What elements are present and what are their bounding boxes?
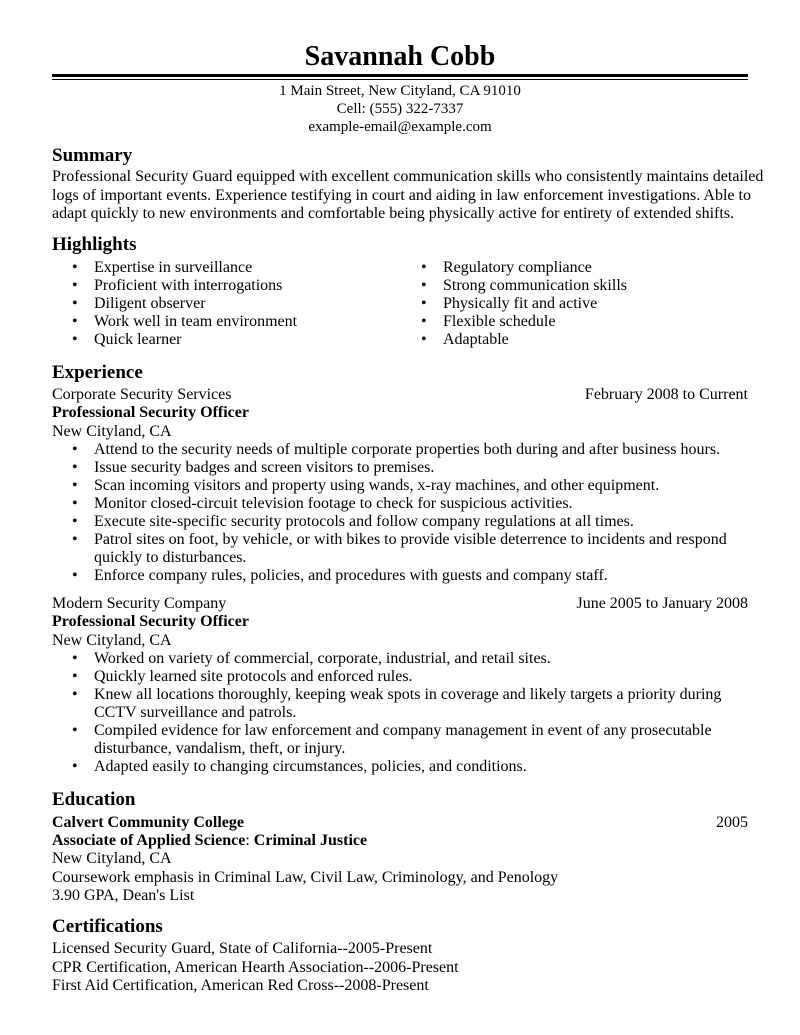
bullet-icon: • [72,331,78,348]
bullet-icon: • [421,295,427,312]
bullet-icon: • [421,277,427,294]
education-degree-line [52,832,367,850]
bullet-icon: • [72,495,78,512]
list-item: • Enforce company rules, policies, and procedures with guests and company staff. [72,567,608,584]
bullet-icon: • [72,650,78,667]
education-major: Criminal Justice [253,832,368,849]
list-item: • Work well in team environment [72,313,298,330]
list-item: • Quickly learned site protocols and enforced rules. [72,668,413,685]
candidate-name: Savannah Cobb [304,41,496,72]
bullet-icon: • [72,686,78,703]
highlights-right-list [419,259,627,349]
bullet-icon: • [421,313,427,330]
list-item: • Expertise in surveillance [72,259,253,276]
bullet-icon: • [72,531,78,548]
list-item: • Strong communication skills [421,277,627,294]
bullet-icon: • [72,477,78,494]
education-gpa: 3.90 GPA, Dean's List [52,887,195,904]
contact-cell: Cell: (555) 322-7337 [336,101,464,117]
education-degree: Associate of Applied Science [52,832,246,849]
bullet-icon: • [72,513,78,530]
summary-line: Professional Security Guard equipped with excellent communication skills who consistently maintains detailed [52,168,764,185]
education-separator: : [245,832,250,849]
experience-heading: Experience [52,362,143,383]
education-location: New Cityland, CA [52,850,172,867]
summary-line: logs of important events. Experience testifying in court and aiding in law enforcement investigations. Able to [52,187,751,204]
job-location: New Cityland, CA [52,423,172,440]
list-item: • Quick learner [72,331,182,348]
bullet-icon: • [421,259,427,276]
list-item: • Scan incoming visitors and property using wands, x-ray machines, and other equipment. [72,477,660,494]
bullet-icon: • [72,295,78,312]
highlights-heading: Highlights [52,234,137,255]
certification-item: First Aid Certification, American Red Cross--2008-Present [52,977,429,994]
list-item: • Proficient with interrogations [72,277,283,294]
bullet-icon: • [72,259,78,276]
contact-address: 1 Main Street, New Cityland, CA 91010 [279,83,521,99]
list-item: • Regulatory compliance [421,259,592,276]
list-item: • Diligent observer [72,295,206,312]
summary-line: adapt quickly to new environments and comfortable being physically active for entirety of extended shifts. [52,205,735,222]
education-school: Calvert Community College [52,814,244,831]
job-location: New Cityland, CA [52,632,172,649]
bullet-icon: • [72,758,78,775]
list-item: • Monitor closed-circuit television footage to check for suspicious activities. [72,495,573,512]
job-bullet-list [70,650,721,776]
summary-heading: Summary [52,145,133,166]
bullet-icon: • [72,313,78,330]
job-bullet-list [70,441,727,585]
header-rule-thin [52,79,748,80]
bullet-icon: • [72,668,78,685]
list-item: • Worked on variety of commercial, corporate, industrial, and retail sites. [72,650,551,667]
job-title: Professional Security Officer [52,404,249,421]
certifications-heading: Certifications [52,916,163,937]
list-item: • Execute site-specific security protocols and follow company regulations at all times. [72,513,634,530]
list-item: • Attend to the security needs of multiple corporate properties both during and after business hours. [72,441,721,458]
job-title: Professional Security Officer [52,613,249,630]
education-heading: Education [52,789,136,810]
education-coursework: Coursework emphasis in Criminal Law, Civil Law, Criminology, and Penology [52,869,559,886]
list-item: • Issue security badges and screen visitors to premises. [72,459,435,476]
list-item: • Physically fit and active [421,295,598,312]
bullet-icon: • [72,277,78,294]
certification-item: Licensed Security Guard, State of California--2005-Present [52,940,433,957]
bullet-icon: • [72,459,78,476]
certification-item: CPR Certification, American Hearth Association--2006-Present [52,959,459,976]
job-company: Corporate Security Services [52,386,232,403]
bullet-icon: • [72,722,78,739]
list-item: • Flexible schedule [421,313,556,330]
bullet-icon: • [421,331,427,348]
list-item: • Compiled evidence for law enforcement and company management in event of any prosecutable disturbance, vandalism, theft, or injury. [72,722,712,757]
bullet-icon: • [72,567,78,584]
job-dates: February 2008 to Current [584,386,748,403]
list-item: • Knew all locations thoroughly, keeping weak spots in coverage and likely targets a priority during CCTV surveillance and patrols. [72,686,722,721]
education-year: 2005 [716,814,748,831]
contact-email: example-email@example.com [308,119,492,135]
highlights-left-list [70,259,297,349]
job-company: Modern Security Company [52,595,227,612]
bullet-icon: • [72,441,78,458]
list-item: • Adapted easily to changing circumstances, policies, and conditions. [72,758,527,775]
list-item: • Patrol sites on foot, by vehicle, or with bikes to provide visible deterrence to incidents and respond quickly to disturbances. [72,531,727,566]
list-item: • Adaptable [421,331,509,348]
job-dates: June 2005 to January 2008 [576,595,748,612]
header-rule-thick [52,74,748,77]
